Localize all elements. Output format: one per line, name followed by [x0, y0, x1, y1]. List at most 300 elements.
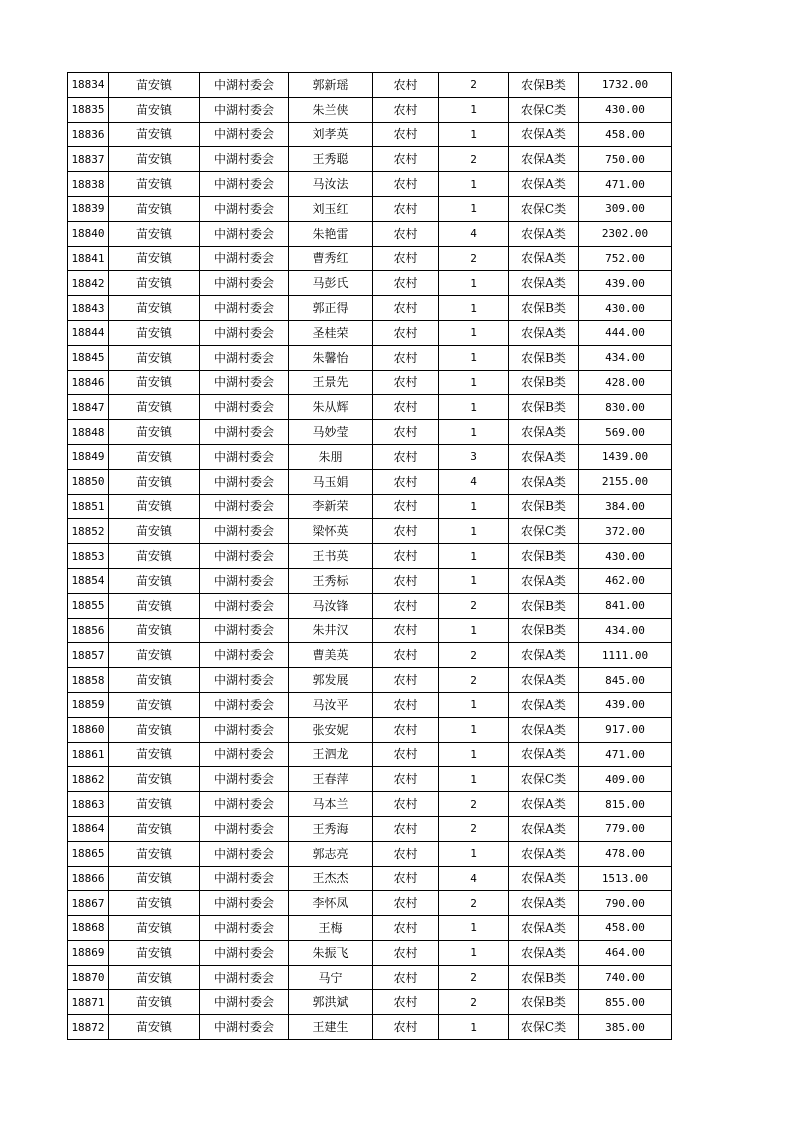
insurance-category-cell: 农保A类: [509, 172, 579, 197]
insurance-category-cell: 农保A类: [509, 742, 579, 767]
village-committee-cell: 中湖村委会: [200, 172, 289, 197]
village-committee-cell: 中湖村委会: [200, 494, 289, 519]
amount-cell: 841.00: [579, 593, 672, 618]
table-row: [68, 891, 672, 916]
person-name-cell: 刘玉红: [289, 196, 373, 221]
insurance-category-cell: 农保C类: [509, 519, 579, 544]
village-committee-cell: 中湖村委会: [200, 593, 289, 618]
amount-cell: 1513.00: [579, 866, 672, 891]
village-committee-cell: 中湖村委会: [200, 271, 289, 296]
amount-cell: 917.00: [579, 717, 672, 742]
insurance-category-cell: 农保C类: [509, 97, 579, 122]
village-committee-cell: 中湖村委会: [200, 395, 289, 420]
person-name-cell: 朱馨怡: [289, 345, 373, 370]
amount-cell: 372.00: [579, 519, 672, 544]
household-count-cell: 1: [439, 767, 509, 792]
amount-cell: 471.00: [579, 742, 672, 767]
record-id-cell: 18836: [68, 122, 109, 147]
table-row: [68, 593, 672, 618]
village-committee-cell: 中湖村委会: [200, 841, 289, 866]
area-type-cell: 农村: [373, 544, 439, 569]
village-committee-cell: 中湖村委会: [200, 469, 289, 494]
household-count-cell: 2: [439, 792, 509, 817]
table-row: [68, 668, 672, 693]
town-cell: 苗安镇: [109, 172, 200, 197]
town-cell: 苗安镇: [109, 940, 200, 965]
household-count-cell: 2: [439, 73, 509, 98]
village-committee-cell: 中湖村委会: [200, 618, 289, 643]
household-count-cell: 2: [439, 147, 509, 172]
village-committee-cell: 中湖村委会: [200, 196, 289, 221]
table-row: [68, 345, 672, 370]
table-row: [68, 246, 672, 271]
record-id-cell: 18847: [68, 395, 109, 420]
village-committee-cell: 中湖村委会: [200, 767, 289, 792]
town-cell: 苗安镇: [109, 965, 200, 990]
record-id-cell: 18849: [68, 444, 109, 469]
area-type-cell: 农村: [373, 172, 439, 197]
amount-cell: 428.00: [579, 370, 672, 395]
record-id-cell: 18853: [68, 544, 109, 569]
town-cell: 苗安镇: [109, 519, 200, 544]
amount-cell: 464.00: [579, 940, 672, 965]
table-row: [68, 494, 672, 519]
amount-cell: 815.00: [579, 792, 672, 817]
table-row: [68, 122, 672, 147]
table-row: [68, 320, 672, 345]
village-committee-cell: 中湖村委会: [200, 444, 289, 469]
table-row: [68, 940, 672, 965]
insurance-category-cell: 农保B类: [509, 345, 579, 370]
area-type-cell: 农村: [373, 370, 439, 395]
village-committee-cell: 中湖村委会: [200, 940, 289, 965]
record-id-cell: 18837: [68, 147, 109, 172]
record-id-cell: 18866: [68, 866, 109, 891]
household-count-cell: 1: [439, 1015, 509, 1040]
person-name-cell: 郭洪斌: [289, 990, 373, 1015]
insurance-category-cell: 农保A类: [509, 122, 579, 147]
table-row: [68, 395, 672, 420]
town-cell: 苗安镇: [109, 717, 200, 742]
person-name-cell: 王春萍: [289, 767, 373, 792]
record-id-cell: 18842: [68, 271, 109, 296]
village-committee-cell: 中湖村委会: [200, 296, 289, 321]
area-type-cell: 农村: [373, 668, 439, 693]
table-row: [68, 866, 672, 891]
person-name-cell: 张安妮: [289, 717, 373, 742]
insurance-category-cell: 农保A类: [509, 841, 579, 866]
area-type-cell: 农村: [373, 717, 439, 742]
town-cell: 苗安镇: [109, 73, 200, 98]
insurance-category-cell: 农保B类: [509, 296, 579, 321]
table-row: [68, 767, 672, 792]
village-committee-cell: 中湖村委会: [200, 1015, 289, 1040]
town-cell: 苗安镇: [109, 767, 200, 792]
table-row: [68, 296, 672, 321]
insurance-category-cell: 农保A类: [509, 420, 579, 445]
table-row: [68, 172, 672, 197]
amount-cell: 740.00: [579, 965, 672, 990]
village-committee-cell: 中湖村委会: [200, 246, 289, 271]
record-id-cell: 18867: [68, 891, 109, 916]
person-name-cell: 郭正得: [289, 296, 373, 321]
table-row: [68, 692, 672, 717]
person-name-cell: 李新荣: [289, 494, 373, 519]
person-name-cell: 马汝法: [289, 172, 373, 197]
person-name-cell: 王泗龙: [289, 742, 373, 767]
record-id-cell: 18857: [68, 643, 109, 668]
amount-cell: 462.00: [579, 568, 672, 593]
village-committee-cell: 中湖村委会: [200, 568, 289, 593]
household-count-cell: 1: [439, 692, 509, 717]
household-count-cell: 1: [439, 97, 509, 122]
village-committee-cell: 中湖村委会: [200, 420, 289, 445]
table-row: [68, 742, 672, 767]
insurance-category-cell: 农保A类: [509, 792, 579, 817]
insurance-category-cell: 农保C类: [509, 767, 579, 792]
amount-cell: 439.00: [579, 692, 672, 717]
village-committee-cell: 中湖村委会: [200, 891, 289, 916]
record-id-cell: 18865: [68, 841, 109, 866]
table-row: [68, 841, 672, 866]
table-row: [68, 618, 672, 643]
household-count-cell: 1: [439, 320, 509, 345]
household-count-cell: 2: [439, 246, 509, 271]
amount-cell: 569.00: [579, 420, 672, 445]
insurance-category-cell: 农保A类: [509, 271, 579, 296]
household-count-cell: 1: [439, 271, 509, 296]
insurance-category-cell: 农保B类: [509, 990, 579, 1015]
town-cell: 苗安镇: [109, 593, 200, 618]
amount-cell: 458.00: [579, 122, 672, 147]
area-type-cell: 农村: [373, 990, 439, 1015]
area-type-cell: 农村: [373, 965, 439, 990]
village-committee-cell: 中湖村委会: [200, 916, 289, 941]
village-committee-cell: 中湖村委会: [200, 544, 289, 569]
amount-cell: 1111.00: [579, 643, 672, 668]
town-cell: 苗安镇: [109, 692, 200, 717]
area-type-cell: 农村: [373, 841, 439, 866]
household-count-cell: 1: [439, 544, 509, 569]
record-id-cell: 18856: [68, 618, 109, 643]
household-count-cell: 1: [439, 717, 509, 742]
area-type-cell: 农村: [373, 345, 439, 370]
town-cell: 苗安镇: [109, 668, 200, 693]
town-cell: 苗安镇: [109, 345, 200, 370]
table-row: [68, 73, 672, 98]
town-cell: 苗安镇: [109, 866, 200, 891]
amount-cell: 855.00: [579, 990, 672, 1015]
record-id-cell: 18845: [68, 345, 109, 370]
village-committee-cell: 中湖村委会: [200, 792, 289, 817]
amount-cell: 434.00: [579, 345, 672, 370]
town-cell: 苗安镇: [109, 296, 200, 321]
area-type-cell: 农村: [373, 742, 439, 767]
amount-cell: 790.00: [579, 891, 672, 916]
record-id-cell: 18859: [68, 692, 109, 717]
record-id-cell: 18868: [68, 916, 109, 941]
household-count-cell: 2: [439, 990, 509, 1015]
area-type-cell: 农村: [373, 221, 439, 246]
person-name-cell: 马汝锋: [289, 593, 373, 618]
person-name-cell: 朱朋: [289, 444, 373, 469]
amount-cell: 750.00: [579, 147, 672, 172]
person-name-cell: 马彭氏: [289, 271, 373, 296]
table-row: [68, 990, 672, 1015]
insurance-category-cell: 农保A类: [509, 692, 579, 717]
record-id-cell: 18860: [68, 717, 109, 742]
record-id-cell: 18851: [68, 494, 109, 519]
household-count-cell: 2: [439, 816, 509, 841]
record-id-cell: 18843: [68, 296, 109, 321]
amount-cell: 1732.00: [579, 73, 672, 98]
town-cell: 苗安镇: [109, 196, 200, 221]
insurance-category-cell: 农保A类: [509, 916, 579, 941]
insurance-category-cell: 农保A类: [509, 668, 579, 693]
area-type-cell: 农村: [373, 271, 439, 296]
person-name-cell: 郭志亮: [289, 841, 373, 866]
amount-cell: 385.00: [579, 1015, 672, 1040]
household-count-cell: 2: [439, 668, 509, 693]
record-id-cell: 18835: [68, 97, 109, 122]
town-cell: 苗安镇: [109, 494, 200, 519]
village-committee-cell: 中湖村委会: [200, 668, 289, 693]
area-type-cell: 农村: [373, 643, 439, 668]
area-type-cell: 农村: [373, 469, 439, 494]
table-row: [68, 97, 672, 122]
area-type-cell: 农村: [373, 122, 439, 147]
table-row: [68, 469, 672, 494]
insurance-category-cell: 农保A类: [509, 444, 579, 469]
amount-cell: 434.00: [579, 618, 672, 643]
village-committee-cell: 中湖村委会: [200, 370, 289, 395]
person-name-cell: 朱振飞: [289, 940, 373, 965]
area-type-cell: 农村: [373, 420, 439, 445]
table-row: [68, 965, 672, 990]
person-name-cell: 马本兰: [289, 792, 373, 817]
insurance-category-cell: 农保A类: [509, 246, 579, 271]
town-cell: 苗安镇: [109, 147, 200, 172]
record-id-cell: 18839: [68, 196, 109, 221]
amount-cell: 1439.00: [579, 444, 672, 469]
town-cell: 苗安镇: [109, 643, 200, 668]
insurance-category-cell: 农保C类: [509, 196, 579, 221]
record-id-cell: 18846: [68, 370, 109, 395]
insurance-category-cell: 农保B类: [509, 73, 579, 98]
town-cell: 苗安镇: [109, 246, 200, 271]
insurance-category-cell: 农保A类: [509, 891, 579, 916]
household-count-cell: 4: [439, 469, 509, 494]
person-name-cell: 朱井汉: [289, 618, 373, 643]
record-id-cell: 18855: [68, 593, 109, 618]
village-committee-cell: 中湖村委会: [200, 866, 289, 891]
insurance-category-cell: 农保A类: [509, 940, 579, 965]
insurance-category-cell: 农保B类: [509, 370, 579, 395]
town-cell: 苗安镇: [109, 841, 200, 866]
town-cell: 苗安镇: [109, 420, 200, 445]
table-row: [68, 147, 672, 172]
table-row: [68, 544, 672, 569]
person-name-cell: 马宁: [289, 965, 373, 990]
town-cell: 苗安镇: [109, 891, 200, 916]
person-name-cell: 马汝平: [289, 692, 373, 717]
person-name-cell: 王秀标: [289, 568, 373, 593]
table-row: [68, 221, 672, 246]
household-count-cell: 1: [439, 370, 509, 395]
insurance-category-cell: 农保B类: [509, 395, 579, 420]
household-count-cell: 1: [439, 395, 509, 420]
amount-cell: 430.00: [579, 544, 672, 569]
amount-cell: 439.00: [579, 271, 672, 296]
person-name-cell: 曹秀红: [289, 246, 373, 271]
household-count-cell: 4: [439, 866, 509, 891]
area-type-cell: 农村: [373, 792, 439, 817]
household-count-cell: 1: [439, 494, 509, 519]
person-name-cell: 马玉娟: [289, 469, 373, 494]
amount-cell: 384.00: [579, 494, 672, 519]
area-type-cell: 农村: [373, 320, 439, 345]
household-count-cell: 4: [439, 221, 509, 246]
record-id-cell: 18852: [68, 519, 109, 544]
insurance-category-cell: 农保A类: [509, 717, 579, 742]
village-committee-cell: 中湖村委会: [200, 816, 289, 841]
insurance-category-cell: 农保B类: [509, 544, 579, 569]
amount-cell: 779.00: [579, 816, 672, 841]
person-name-cell: 王建生: [289, 1015, 373, 1040]
record-id-cell: 18872: [68, 1015, 109, 1040]
town-cell: 苗安镇: [109, 1015, 200, 1040]
record-id-cell: 18870: [68, 965, 109, 990]
area-type-cell: 农村: [373, 692, 439, 717]
table-row: [68, 816, 672, 841]
town-cell: 苗安镇: [109, 469, 200, 494]
village-committee-cell: 中湖村委会: [200, 717, 289, 742]
insurance-category-cell: 农保A类: [509, 147, 579, 172]
amount-cell: 2302.00: [579, 221, 672, 246]
town-cell: 苗安镇: [109, 618, 200, 643]
village-committee-cell: 中湖村委会: [200, 221, 289, 246]
household-count-cell: 1: [439, 196, 509, 221]
village-committee-cell: 中湖村委会: [200, 320, 289, 345]
record-id-cell: 18869: [68, 940, 109, 965]
person-name-cell: 圣桂荣: [289, 320, 373, 345]
amount-cell: 409.00: [579, 767, 672, 792]
household-count-cell: 1: [439, 742, 509, 767]
village-committee-cell: 中湖村委会: [200, 519, 289, 544]
household-count-cell: 1: [439, 916, 509, 941]
area-type-cell: 农村: [373, 296, 439, 321]
household-count-cell: 1: [439, 345, 509, 370]
insurance-category-cell: 农保B类: [509, 494, 579, 519]
record-id-cell: 18834: [68, 73, 109, 98]
area-type-cell: 农村: [373, 891, 439, 916]
area-type-cell: 农村: [373, 767, 439, 792]
area-type-cell: 农村: [373, 940, 439, 965]
insurance-category-cell: 农保A类: [509, 816, 579, 841]
area-type-cell: 农村: [373, 196, 439, 221]
area-type-cell: 农村: [373, 444, 439, 469]
amount-cell: 430.00: [579, 97, 672, 122]
insurance-category-cell: 农保A类: [509, 221, 579, 246]
village-committee-cell: 中湖村委会: [200, 643, 289, 668]
town-cell: 苗安镇: [109, 221, 200, 246]
record-id-cell: 18850: [68, 469, 109, 494]
village-committee-cell: 中湖村委会: [200, 73, 289, 98]
insurance-category-cell: 农保B类: [509, 965, 579, 990]
household-count-cell: 1: [439, 568, 509, 593]
area-type-cell: 农村: [373, 494, 439, 519]
amount-cell: 845.00: [579, 668, 672, 693]
table-row: [68, 370, 672, 395]
table-row: [68, 717, 672, 742]
household-count-cell: 3: [439, 444, 509, 469]
town-cell: 苗安镇: [109, 990, 200, 1015]
amount-cell: 458.00: [579, 916, 672, 941]
town-cell: 苗安镇: [109, 97, 200, 122]
insurance-category-cell: 农保B类: [509, 618, 579, 643]
person-name-cell: 王梅: [289, 916, 373, 941]
village-committee-cell: 中湖村委会: [200, 345, 289, 370]
amount-cell: 430.00: [579, 296, 672, 321]
town-cell: 苗安镇: [109, 395, 200, 420]
table-row: [68, 568, 672, 593]
insurance-category-cell: 农保C类: [509, 1015, 579, 1040]
area-type-cell: 农村: [373, 519, 439, 544]
record-id-cell: 18854: [68, 568, 109, 593]
record-id-cell: 18871: [68, 990, 109, 1015]
village-committee-cell: 中湖村委会: [200, 742, 289, 767]
household-count-cell: 2: [439, 965, 509, 990]
record-id-cell: 18863: [68, 792, 109, 817]
table-row: [68, 916, 672, 941]
record-id-cell: 18848: [68, 420, 109, 445]
household-count-cell: 1: [439, 940, 509, 965]
village-committee-cell: 中湖村委会: [200, 97, 289, 122]
town-cell: 苗安镇: [109, 544, 200, 569]
household-count-cell: 1: [439, 172, 509, 197]
amount-cell: 830.00: [579, 395, 672, 420]
town-cell: 苗安镇: [109, 271, 200, 296]
household-count-cell: 1: [439, 296, 509, 321]
town-cell: 苗安镇: [109, 742, 200, 767]
person-name-cell: 刘孝英: [289, 122, 373, 147]
person-name-cell: 马妙莹: [289, 420, 373, 445]
person-name-cell: 曹美英: [289, 643, 373, 668]
records-table: [67, 72, 672, 1040]
town-cell: 苗安镇: [109, 792, 200, 817]
insurance-category-cell: 农保A类: [509, 568, 579, 593]
insurance-category-cell: 农保A类: [509, 320, 579, 345]
household-count-cell: 1: [439, 519, 509, 544]
record-id-cell: 18864: [68, 816, 109, 841]
area-type-cell: 农村: [373, 593, 439, 618]
village-committee-cell: 中湖村委会: [200, 692, 289, 717]
household-count-cell: 1: [439, 841, 509, 866]
person-name-cell: 王秀海: [289, 816, 373, 841]
town-cell: 苗安镇: [109, 320, 200, 345]
area-type-cell: 农村: [373, 568, 439, 593]
insurance-category-cell: 农保A类: [509, 866, 579, 891]
insurance-category-cell: 农保A类: [509, 469, 579, 494]
area-type-cell: 农村: [373, 246, 439, 271]
record-id-cell: 18841: [68, 246, 109, 271]
record-id-cell: 18838: [68, 172, 109, 197]
amount-cell: 309.00: [579, 196, 672, 221]
record-id-cell: 18840: [68, 221, 109, 246]
person-name-cell: 梁怀英: [289, 519, 373, 544]
record-id-cell: 18858: [68, 668, 109, 693]
area-type-cell: 农村: [373, 618, 439, 643]
